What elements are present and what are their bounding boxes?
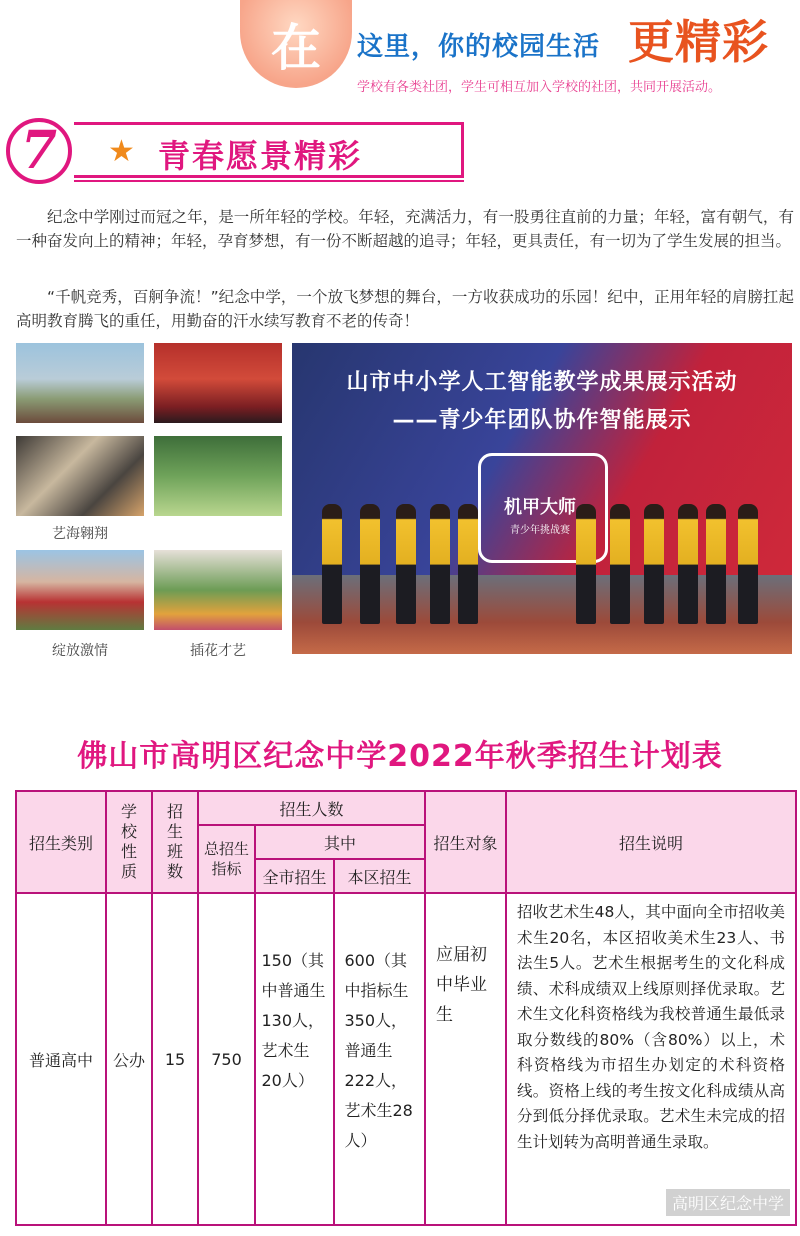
header-among: 其中 bbox=[255, 825, 425, 859]
photo-robotics-event bbox=[292, 343, 792, 654]
header-notes: 招生说明 bbox=[506, 791, 796, 893]
header-highlight: 更精彩 bbox=[628, 15, 769, 69]
student-figure bbox=[576, 504, 596, 624]
student-figure bbox=[360, 504, 380, 624]
header-total bbox=[198, 825, 255, 893]
photo-art-class bbox=[16, 436, 144, 516]
cell-city-text: 150（其中普通生130人，艺术生20人） bbox=[261, 951, 326, 1090]
header-nature-text: 学校性质 bbox=[121, 802, 138, 881]
table-title: 佛山市高明区纪念中学2022年秋季招生计划表 bbox=[77, 739, 723, 774]
header-classes-text: 招生班数 bbox=[167, 802, 184, 881]
header-big-char: 在 bbox=[271, 18, 321, 77]
event-banner-line2: ——青少年团队协作智能展示 bbox=[392, 408, 692, 433]
caption-passion: 绽放激情 bbox=[52, 643, 108, 659]
header-category: 招生类别 bbox=[16, 791, 106, 893]
cell-target: 应届初中毕业生 bbox=[425, 893, 506, 1225]
cell-district bbox=[334, 893, 425, 1225]
cell-category: 普通高中 bbox=[16, 893, 106, 1225]
student-figure bbox=[678, 504, 698, 624]
star-icon: ★ bbox=[108, 134, 135, 169]
cell-district-text: 600（其中指标生350人，普通生222人，艺术生28人） bbox=[344, 951, 413, 1150]
header-classes bbox=[152, 791, 198, 893]
section-number: 7 bbox=[20, 120, 58, 181]
student-figure bbox=[644, 504, 664, 624]
photo-flag-ceremony bbox=[16, 343, 144, 423]
cell-city bbox=[255, 893, 334, 1225]
header-main-text: 这里，你的校园生活 bbox=[357, 32, 601, 62]
student-figure bbox=[430, 504, 450, 624]
badge-subtitle: 青少年挑战赛 bbox=[510, 525, 570, 536]
cell-nature: 公办 bbox=[106, 893, 152, 1225]
badge-title: 机甲大师 bbox=[504, 497, 576, 518]
header-subtitle: 学校有各类社团，学生可相互加入学校的社团，共同开展活动。 bbox=[357, 80, 722, 95]
student-figure bbox=[396, 504, 416, 624]
photo-stage-performance bbox=[154, 343, 282, 423]
header-target: 招生对象 bbox=[425, 791, 506, 893]
section-title: 青春愿景精彩 bbox=[158, 137, 363, 175]
intro-paragraph-2: “千帆竞秀，百舸争流！”纪念中学，一个放飞梦想的舞台，一方收获成功的乐园！纪中，正用年轻的肩膀扛起高明教育腾飞的重任，用勤奋的汗水续写教育不老的传奇！ bbox=[16, 288, 794, 330]
cell-total: 750 bbox=[198, 893, 255, 1225]
watermark: 高明区纪念中学 bbox=[666, 1189, 790, 1216]
section-title-underline bbox=[74, 180, 464, 182]
header-total-text: 总招生指标 bbox=[203, 840, 249, 878]
caption-art: 艺海翱翔 bbox=[52, 526, 108, 542]
cell-classes: 15 bbox=[152, 893, 198, 1225]
header-city: 全市招生 bbox=[255, 859, 334, 893]
intro-paragraph-1: 纪念中学刚过而冠之年，是一所年轻的学校。年轻，充满活力，有一股勇往直前的力量；年轻，富有朝气，有一种奋发向上的精神；年轻，孕育梦想，有一份不断超越的追寻；年轻，更具责任，有一切为了学生发展的担当。 bbox=[16, 208, 794, 250]
cell-notes: 招收艺术生48人，其中面向全市招收美术生20名，本区招收美术生23人、书法生5人。艺术生根据考生的文化科成绩、术科成绩双上线原则择优录取。艺术生文化科资格线为我校普通生最低录取分数线的80%（含80%）以上，术科资格线为市招生办划定的术科资格线。资格上线的考生按文化科成绩从高分到低分择优录取。艺术生未完成的招生计划转为高明普通生录取。 bbox=[506, 893, 796, 1225]
student-figure bbox=[322, 504, 342, 624]
enrollment-plan-table bbox=[15, 790, 797, 1226]
event-banner-line1: 山市中小学人工智能教学成果展示活动 bbox=[346, 370, 738, 395]
header-district: 本区招生 bbox=[334, 859, 425, 893]
header-enroll-count: 招生人数 bbox=[198, 791, 425, 825]
student-figure bbox=[458, 504, 478, 624]
student-figure bbox=[738, 504, 758, 624]
photo-parade bbox=[16, 550, 144, 630]
photo-flower-arrangement bbox=[154, 550, 282, 630]
student-figure bbox=[706, 504, 726, 624]
caption-ikebana: 插花才艺 bbox=[190, 643, 246, 659]
student-figure bbox=[610, 504, 630, 624]
header-nature bbox=[106, 791, 152, 893]
photo-sports-dance bbox=[154, 436, 282, 516]
